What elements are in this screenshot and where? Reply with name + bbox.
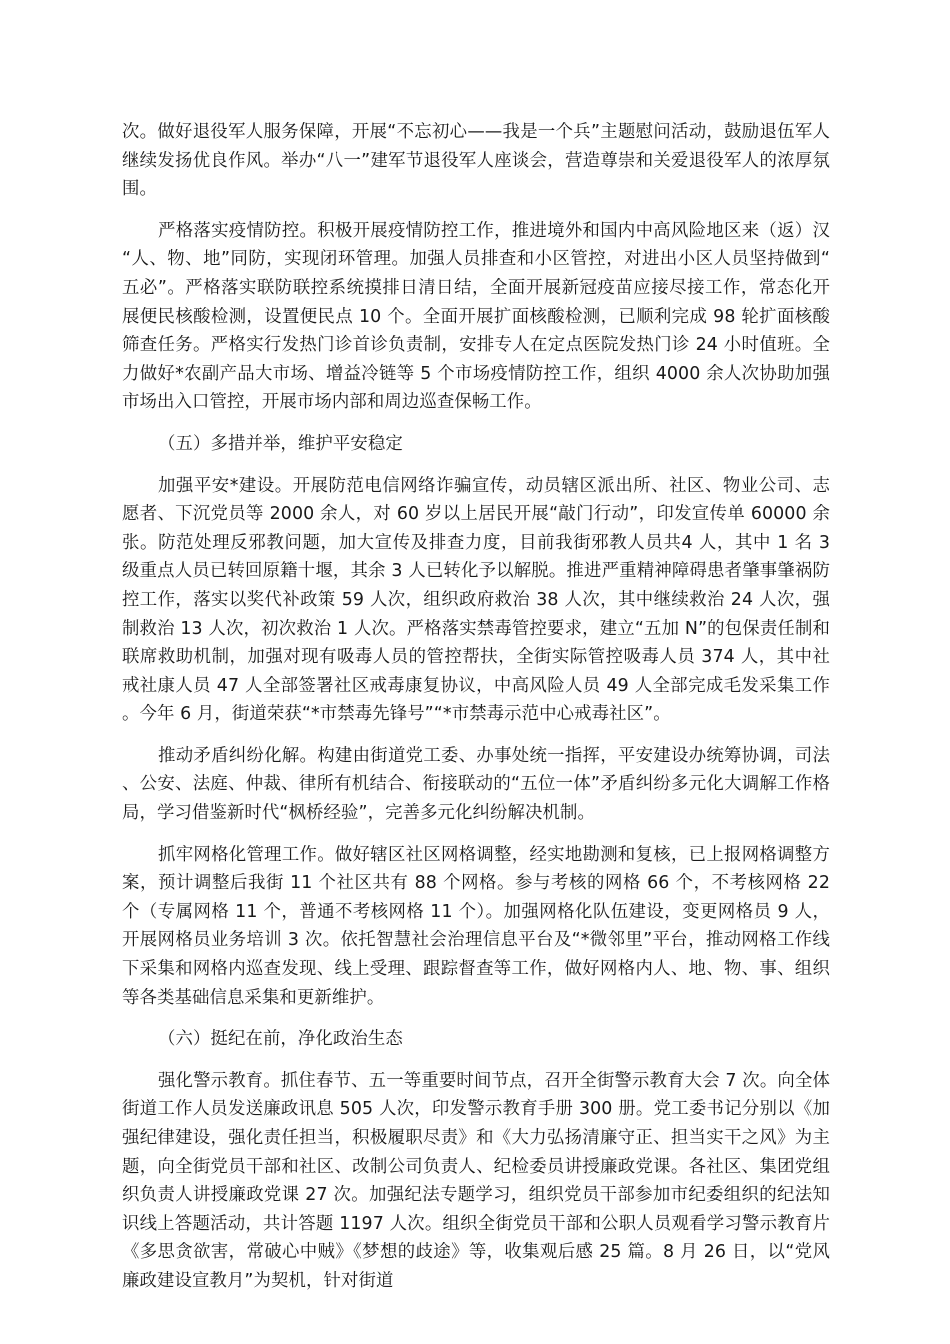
paragraph-veterans-service: 次。做好退役军人服务保障，开展“不忘初心——我是一个兵”主题慰问活动，鼓励退伍军人继续发扬优良作风。举办“八一”建军节退役军人座谈会，营造尊崇和关爱退役军人的浓厚氛围。 <box>122 122 830 200</box>
paragraph-grid-management: 抓牢网格化管理工作。做好辖区社区网格调整，经实地勘测和复核，已上报网格调整方案，预计调整后我街 11 个社区共有 88 个网格。参与考核的网格 66 个，不考核网格 22 个（专属网格 11 个，普通不考核网格 11 个）。加强网格化队伍建设，变更网格员 9 人，开展网格员业务培训 3 次。依托智慧社会治理信息平台及“*微邻里”平台，推动网格工作线下采集和网格内巡查发现、线上受理、跟踪督查等工作，做好网格内人、地、物、事、组织等各类基础信息采集和更新维护。 <box>122 844 830 1008</box>
paragraph-dispute-resolution: 推动矛盾纠纷化解。构建由街道党工委、办事处统一指挥，平安建设办统筹协调，司法、公安、法庭、仲裁、律所有机结合、衔接联动的“五位一体”矛盾纠纷多元化大调解工作格局，学习借鉴新时代“枫桥经验”，完善多元化纠纷解决机制。 <box>122 745 830 824</box>
paragraph-safety-building: 加强平安*建设。开展防范电信网络诈骗宣传，动员辖区派出所、社区、物业公司、志愿者、下沉党员等 2000 余人，对 60 岁以上居民开展“敲门行动”，印发宣传单 60000 余张。防范处理反邪教问题，加大宣传及排查力度，目前我街邪教人员共4 人，其中 1 名 3 级重点人员已转回原籍十堰，其余 3 人已转化予以解脱。推进严重精神障碍患者肇事肇祸防控工作，落实以奖代补政策 59 人次，组织政府救治 38 人次，其中继续救治 24 人次，强制救治 13 人次，初次救治 1 人次。严格落实禁毒管控要求，建立“五加 N”的包保责任制和联席救助机制，加强对现有吸毒人员的管控帮扶，全街实际管控吸毒人员 374 人，其中社戒社康人员 47 人全部签署社区戒毒康复协议，中高风险人员 49 人全部完成毛发采集工作。今年 6 月，街道荣获“*市禁毒先锋号”“*市禁毒示范中心戒毒社区”。 <box>122 475 830 725</box>
section-heading-six: （六）挺纪在前，净化政治生态 <box>158 1029 403 1050</box>
paragraph-warning-education: 强化警示教育。抓住春节、五一等重要时间节点，召开全街警示教育大会 7 次。向全体街道工作人员发送廉政讯息 505 人次，印发警示教育手册 300 册。党工委书记分别以《加强纪律建设，强化责任担当，积极履职尽责》和《大力弘扬清廉守正、担当实干之风》为主题，向全街党员干部和社区、改制公司负责人、纪检委员讲授廉政党课。各社区、集团党组织负责人讲授廉政党课 27 次。加强纪法专题学习，组织党员干部参加市纪委组织的纪法知识线上答题活动，共计答题 1197 人次。组织全街党员干部和公职人员观看学习警示教育片《多思贪欲害，常破心中贼》《梦想的歧途》等，收集观后感 25 篇。8 月 26 日，以“党风廉政建设宣教月”为契机，针对街道 <box>122 1070 830 1291</box>
paragraph-epidemic-control: 严格落实疫情防控。积极开展疫情防控工作，推进境外和国内中高风险地区来（返）汉“人、物、地”同防，实现闭环管理。加强人员排查和小区管控，对进出小区人员坚持做到“五必”。严格落实联防联控系统摸排日清日结，全面开展新冠疫苗应接尽接工作，常态化开展便民核酸检测，设置便民点 10 个。全面开展扩面核酸检测，已顺利完成 98 轮扩面核酸筛查任务。严格实行发热门诊首诊负责制，安排专人在定点医院发热门诊 24 小时值班。全力做好*农副产品大市场、增益冷链等 5 个市场疫情防控工作，组织 4000 余人次协助加强市场出入口管控，开展市场内部和周边巡查保畅工作。 <box>122 220 830 413</box>
section-heading-five: （五）多措并举，维护平安稳定 <box>158 433 403 454</box>
